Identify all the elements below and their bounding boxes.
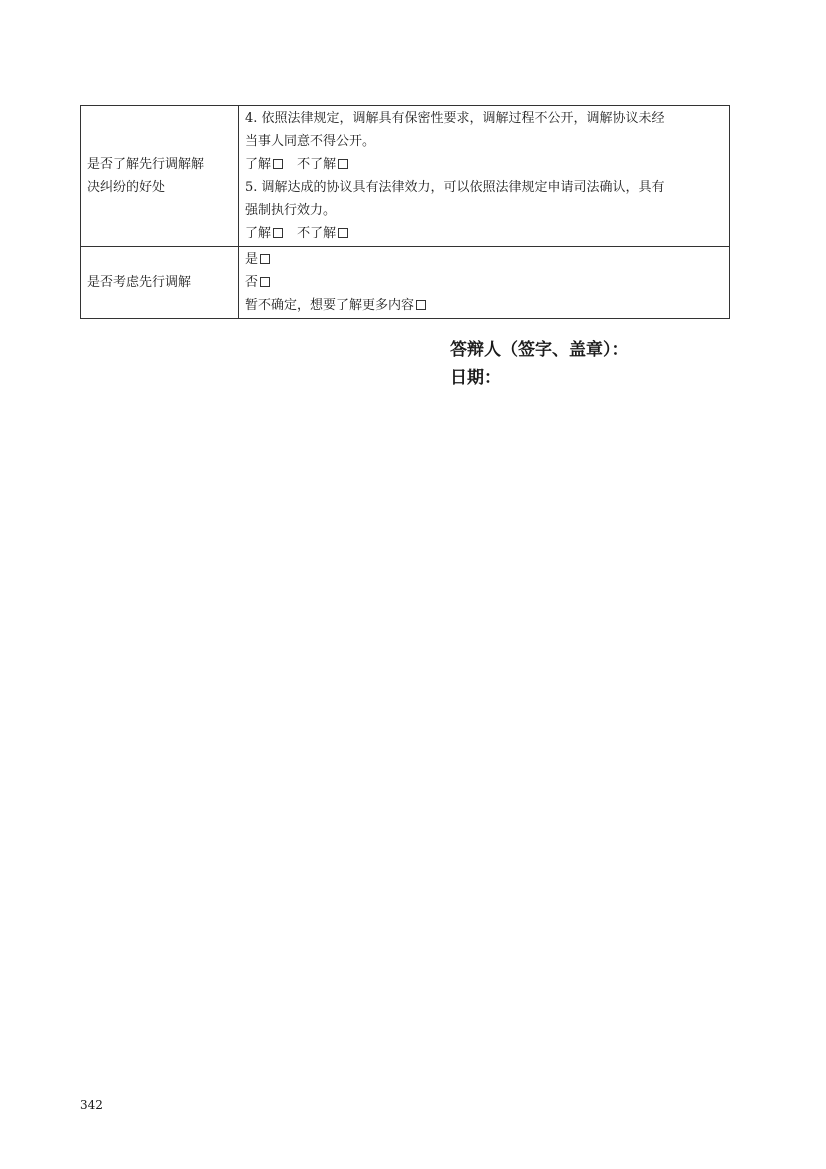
- row-label-line: 是否了解先行调解解: [87, 157, 205, 172]
- item4-option-not-know[interactable]: [297, 153, 348, 176]
- signature-block: [450, 336, 629, 392]
- option-no-label: 否: [245, 275, 259, 290]
- row-label-mediation-benefits: [81, 106, 239, 247]
- row-content-consider-mediation: [239, 247, 730, 319]
- item5-text-line: 强制执行效力。: [245, 203, 337, 218]
- option-no[interactable]: [245, 271, 723, 294]
- item5-option-not-know-label: 不了解: [297, 226, 337, 241]
- checkbox-icon[interactable]: [273, 159, 283, 169]
- table-row-mediation-benefits: [81, 106, 730, 247]
- item4-option-not-know-label: 不了解: [297, 157, 337, 172]
- option-yes[interactable]: [245, 248, 723, 271]
- row-label-line: 决纠纷的好处: [87, 180, 166, 195]
- respondent-signature-label: 答辩人（签字、盖章）：: [450, 340, 629, 360]
- option-undecided-label: 暂不确定，想要了解更多内容: [245, 298, 415, 313]
- item5-option-know[interactable]: [245, 222, 283, 245]
- checkbox-icon[interactable]: [338, 228, 348, 238]
- row-content-mediation-benefits: [239, 106, 730, 247]
- checkbox-icon[interactable]: [273, 228, 283, 238]
- item5-text-line: 5. 调解达成的协议具有法律效力，可以依照法律规定申请司法确认，具有: [245, 180, 665, 195]
- option-yes-label: 是: [245, 252, 259, 267]
- item4-options: [245, 153, 723, 176]
- item4-text-line: 当事人同意不得公开。: [245, 134, 376, 149]
- checkbox-icon[interactable]: [338, 159, 348, 169]
- checkbox-icon[interactable]: [260, 254, 270, 264]
- item5-options: [245, 222, 723, 245]
- checkbox-icon[interactable]: [416, 300, 426, 310]
- option-undecided[interactable]: [245, 294, 723, 317]
- item5-option-know-label: 了解: [245, 226, 272, 241]
- item4-text-line: 4. 依照法律规定，调解具有保密性要求，调解过程不公开，调解协议未经: [245, 111, 665, 126]
- mediation-form-table: [80, 105, 730, 319]
- checkbox-icon[interactable]: [260, 277, 270, 287]
- item4-option-know[interactable]: [245, 153, 283, 176]
- row-label-consider-mediation: 是否考虑先行调解: [81, 247, 239, 319]
- table-row-consider-mediation: [81, 247, 730, 319]
- item4-option-know-label: 了解: [245, 157, 272, 172]
- page-number: 342: [80, 1098, 103, 1112]
- date-label: 日期：: [450, 368, 501, 388]
- item5-option-not-know[interactable]: [297, 222, 348, 245]
